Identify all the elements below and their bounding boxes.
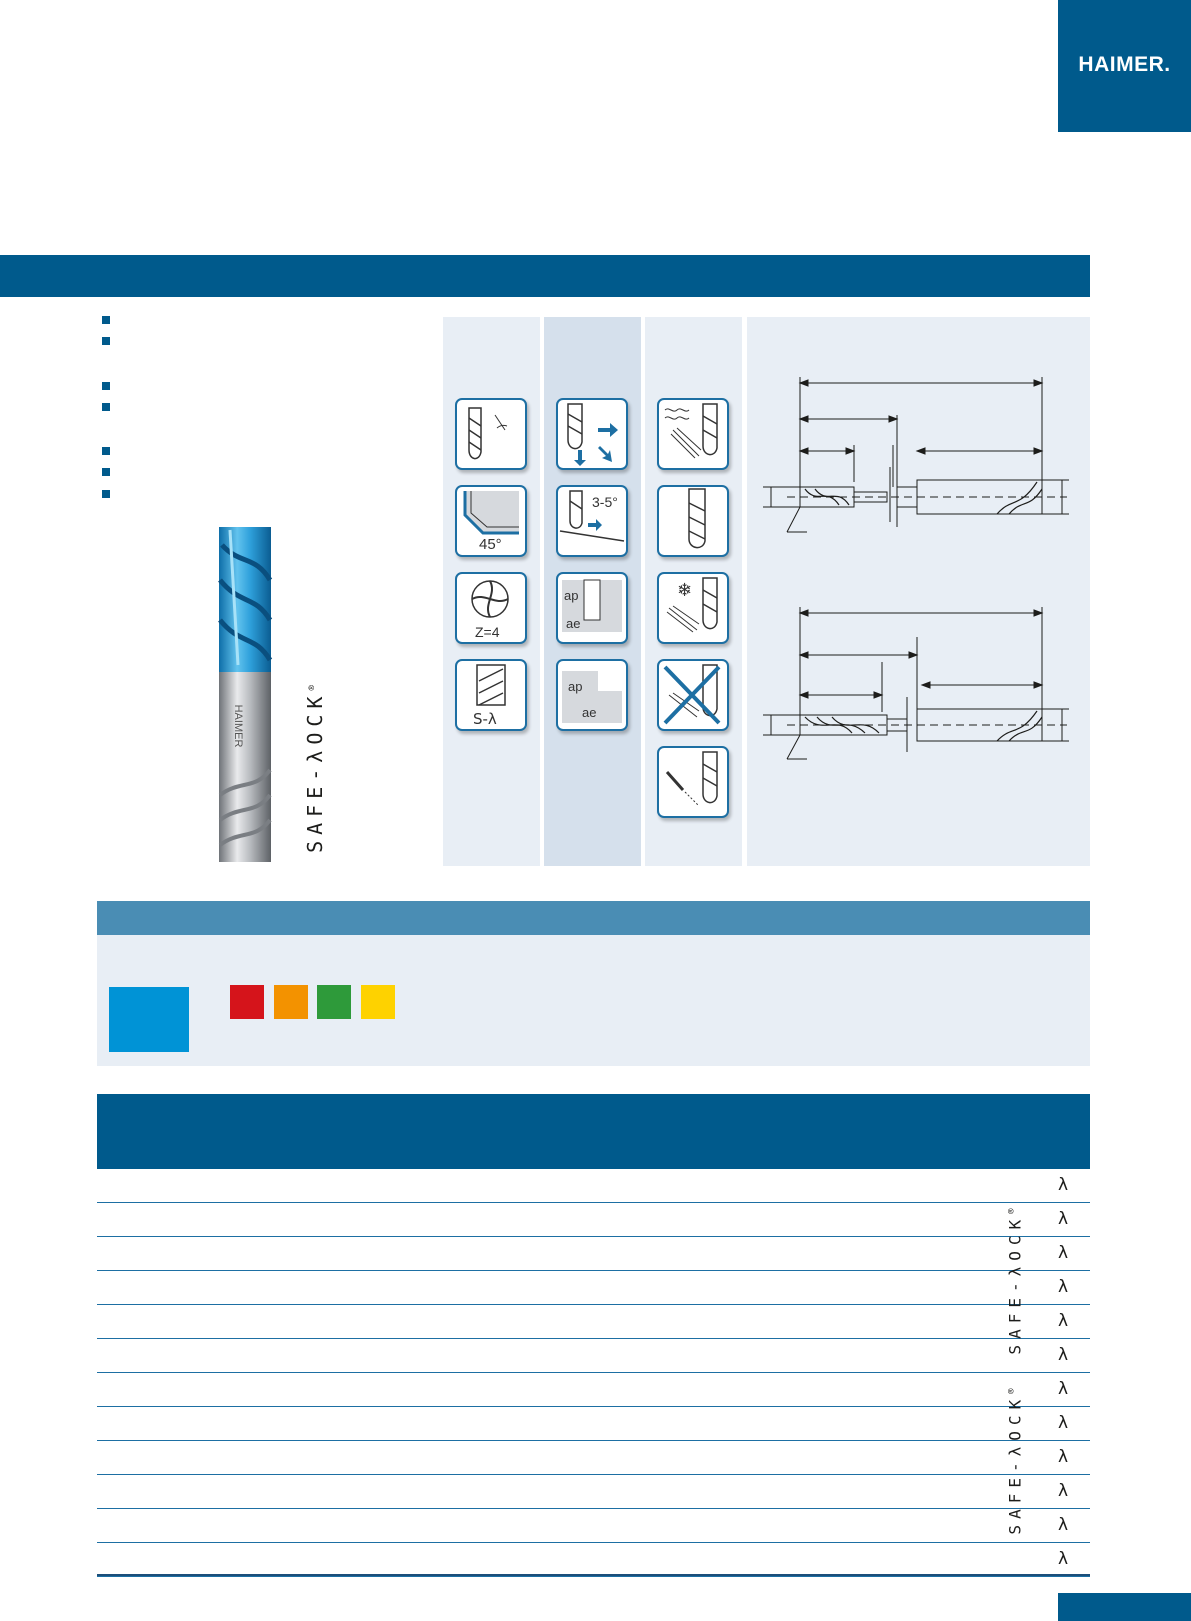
safe-lock-symbol: λ bbox=[1057, 1311, 1068, 1331]
safe-lock-symbol: λ bbox=[1057, 1243, 1068, 1263]
icon-panel-cooling bbox=[645, 317, 742, 866]
table-row bbox=[97, 1169, 1090, 1203]
shank-engraving bbox=[228, 685, 248, 775]
slotting-ap-ae-icon bbox=[556, 572, 628, 644]
table-row bbox=[97, 1203, 1090, 1237]
section-header-band bbox=[0, 255, 1090, 297]
table-brand-mark-upper bbox=[1000, 1202, 1030, 1362]
bullet-marker bbox=[102, 468, 110, 476]
bullet-marker bbox=[102, 490, 110, 498]
registered-mark: ® bbox=[1007, 1208, 1018, 1214]
icon-panel-machining-strategies bbox=[544, 317, 641, 866]
coating-section-body bbox=[97, 935, 1090, 1066]
table-row bbox=[97, 1441, 1090, 1475]
end-mill-product-image bbox=[210, 525, 280, 870]
icon-panel-tool-features bbox=[443, 317, 540, 866]
safe-lock-symbol: λ bbox=[1057, 1277, 1068, 1297]
safe-lock-shank-icon bbox=[455, 659, 527, 731]
material-green-square bbox=[317, 985, 351, 1019]
helix-angle-icon bbox=[455, 398, 527, 470]
material-yellow-square bbox=[361, 985, 395, 1019]
table-brand-mark-lower bbox=[1000, 1382, 1030, 1542]
safe-lock-symbol: λ bbox=[1057, 1379, 1068, 1399]
svg-text:ap: ap bbox=[564, 588, 579, 603]
material-orange-square bbox=[274, 985, 308, 1019]
cold-cooling-icon bbox=[657, 572, 729, 644]
shank-text: HAIMER bbox=[232, 704, 244, 748]
ramping-3-5-icon bbox=[556, 485, 628, 557]
bullet-marker bbox=[102, 316, 110, 324]
table-row bbox=[97, 1339, 1090, 1373]
safe-lock-symbol: λ bbox=[1057, 1481, 1068, 1501]
svg-text:ae: ae bbox=[566, 616, 581, 631]
svg-text:Z=4: Z=4 bbox=[475, 624, 500, 640]
svg-text:❄: ❄ bbox=[677, 580, 693, 601]
table-row bbox=[97, 1305, 1090, 1339]
logo-text: HAIMER. bbox=[1078, 53, 1171, 76]
registered-mark: ® bbox=[1007, 1388, 1018, 1394]
svg-text:S-λ: S-λ bbox=[473, 710, 497, 728]
brand-text: SAFE-λOCK bbox=[303, 690, 327, 853]
bullet-marker bbox=[102, 447, 110, 455]
registered-mark: ® bbox=[307, 685, 318, 691]
table-header bbox=[97, 1094, 1090, 1169]
milling-directions-icon bbox=[556, 398, 628, 470]
table-row bbox=[97, 1509, 1090, 1543]
brand-text: SAFE-λOCK bbox=[1005, 1213, 1025, 1355]
no-emulsion-icon bbox=[657, 659, 729, 731]
air-cooling-icon bbox=[657, 398, 729, 470]
material-red-square bbox=[230, 985, 264, 1019]
dimension-drawings bbox=[747, 317, 1090, 866]
coating-section-header bbox=[97, 901, 1090, 935]
table-row bbox=[97, 1373, 1090, 1407]
table-row bbox=[97, 1271, 1090, 1305]
table-row bbox=[97, 1475, 1090, 1509]
svg-text:ap: ap bbox=[568, 679, 583, 694]
safe-lock-symbol: λ bbox=[1057, 1515, 1068, 1535]
svg-text:45°: 45° bbox=[479, 536, 502, 553]
safe-lock-symbol: λ bbox=[1057, 1549, 1068, 1569]
table-bottom-rule bbox=[97, 1574, 1090, 1576]
coating-color-swatch bbox=[109, 987, 189, 1052]
chamfer-45-icon bbox=[455, 485, 527, 557]
table-row bbox=[97, 1407, 1090, 1441]
svg-text:ae: ae bbox=[582, 705, 597, 720]
table-row bbox=[97, 1237, 1090, 1271]
bullet-marker bbox=[102, 403, 110, 411]
bullet-marker bbox=[102, 337, 110, 345]
safe-lock-symbol: λ bbox=[1057, 1413, 1068, 1433]
table-row bbox=[97, 1543, 1090, 1577]
safe-lock-symbol: λ bbox=[1057, 1175, 1068, 1195]
safe-lock-symbol: λ bbox=[1057, 1447, 1068, 1467]
safe-lock-symbol: λ bbox=[1057, 1345, 1068, 1365]
flutes-z4-icon bbox=[455, 572, 527, 644]
mql-cooling-icon bbox=[657, 746, 729, 818]
bullet-marker bbox=[102, 382, 110, 390]
svg-text:3-5°: 3-5° bbox=[592, 494, 618, 510]
side-milling-ap-ae-icon bbox=[556, 659, 628, 731]
safe-lock-symbol: λ bbox=[1057, 1209, 1068, 1229]
dry-machining-icon bbox=[657, 485, 729, 557]
safe-lock-brand-mark bbox=[295, 665, 335, 870]
page-number-tab bbox=[1058, 1593, 1191, 1621]
technical-drawing-panel bbox=[747, 317, 1090, 866]
brand-text: SAFE-λOCK bbox=[1005, 1393, 1025, 1535]
logo-box bbox=[1058, 0, 1191, 132]
